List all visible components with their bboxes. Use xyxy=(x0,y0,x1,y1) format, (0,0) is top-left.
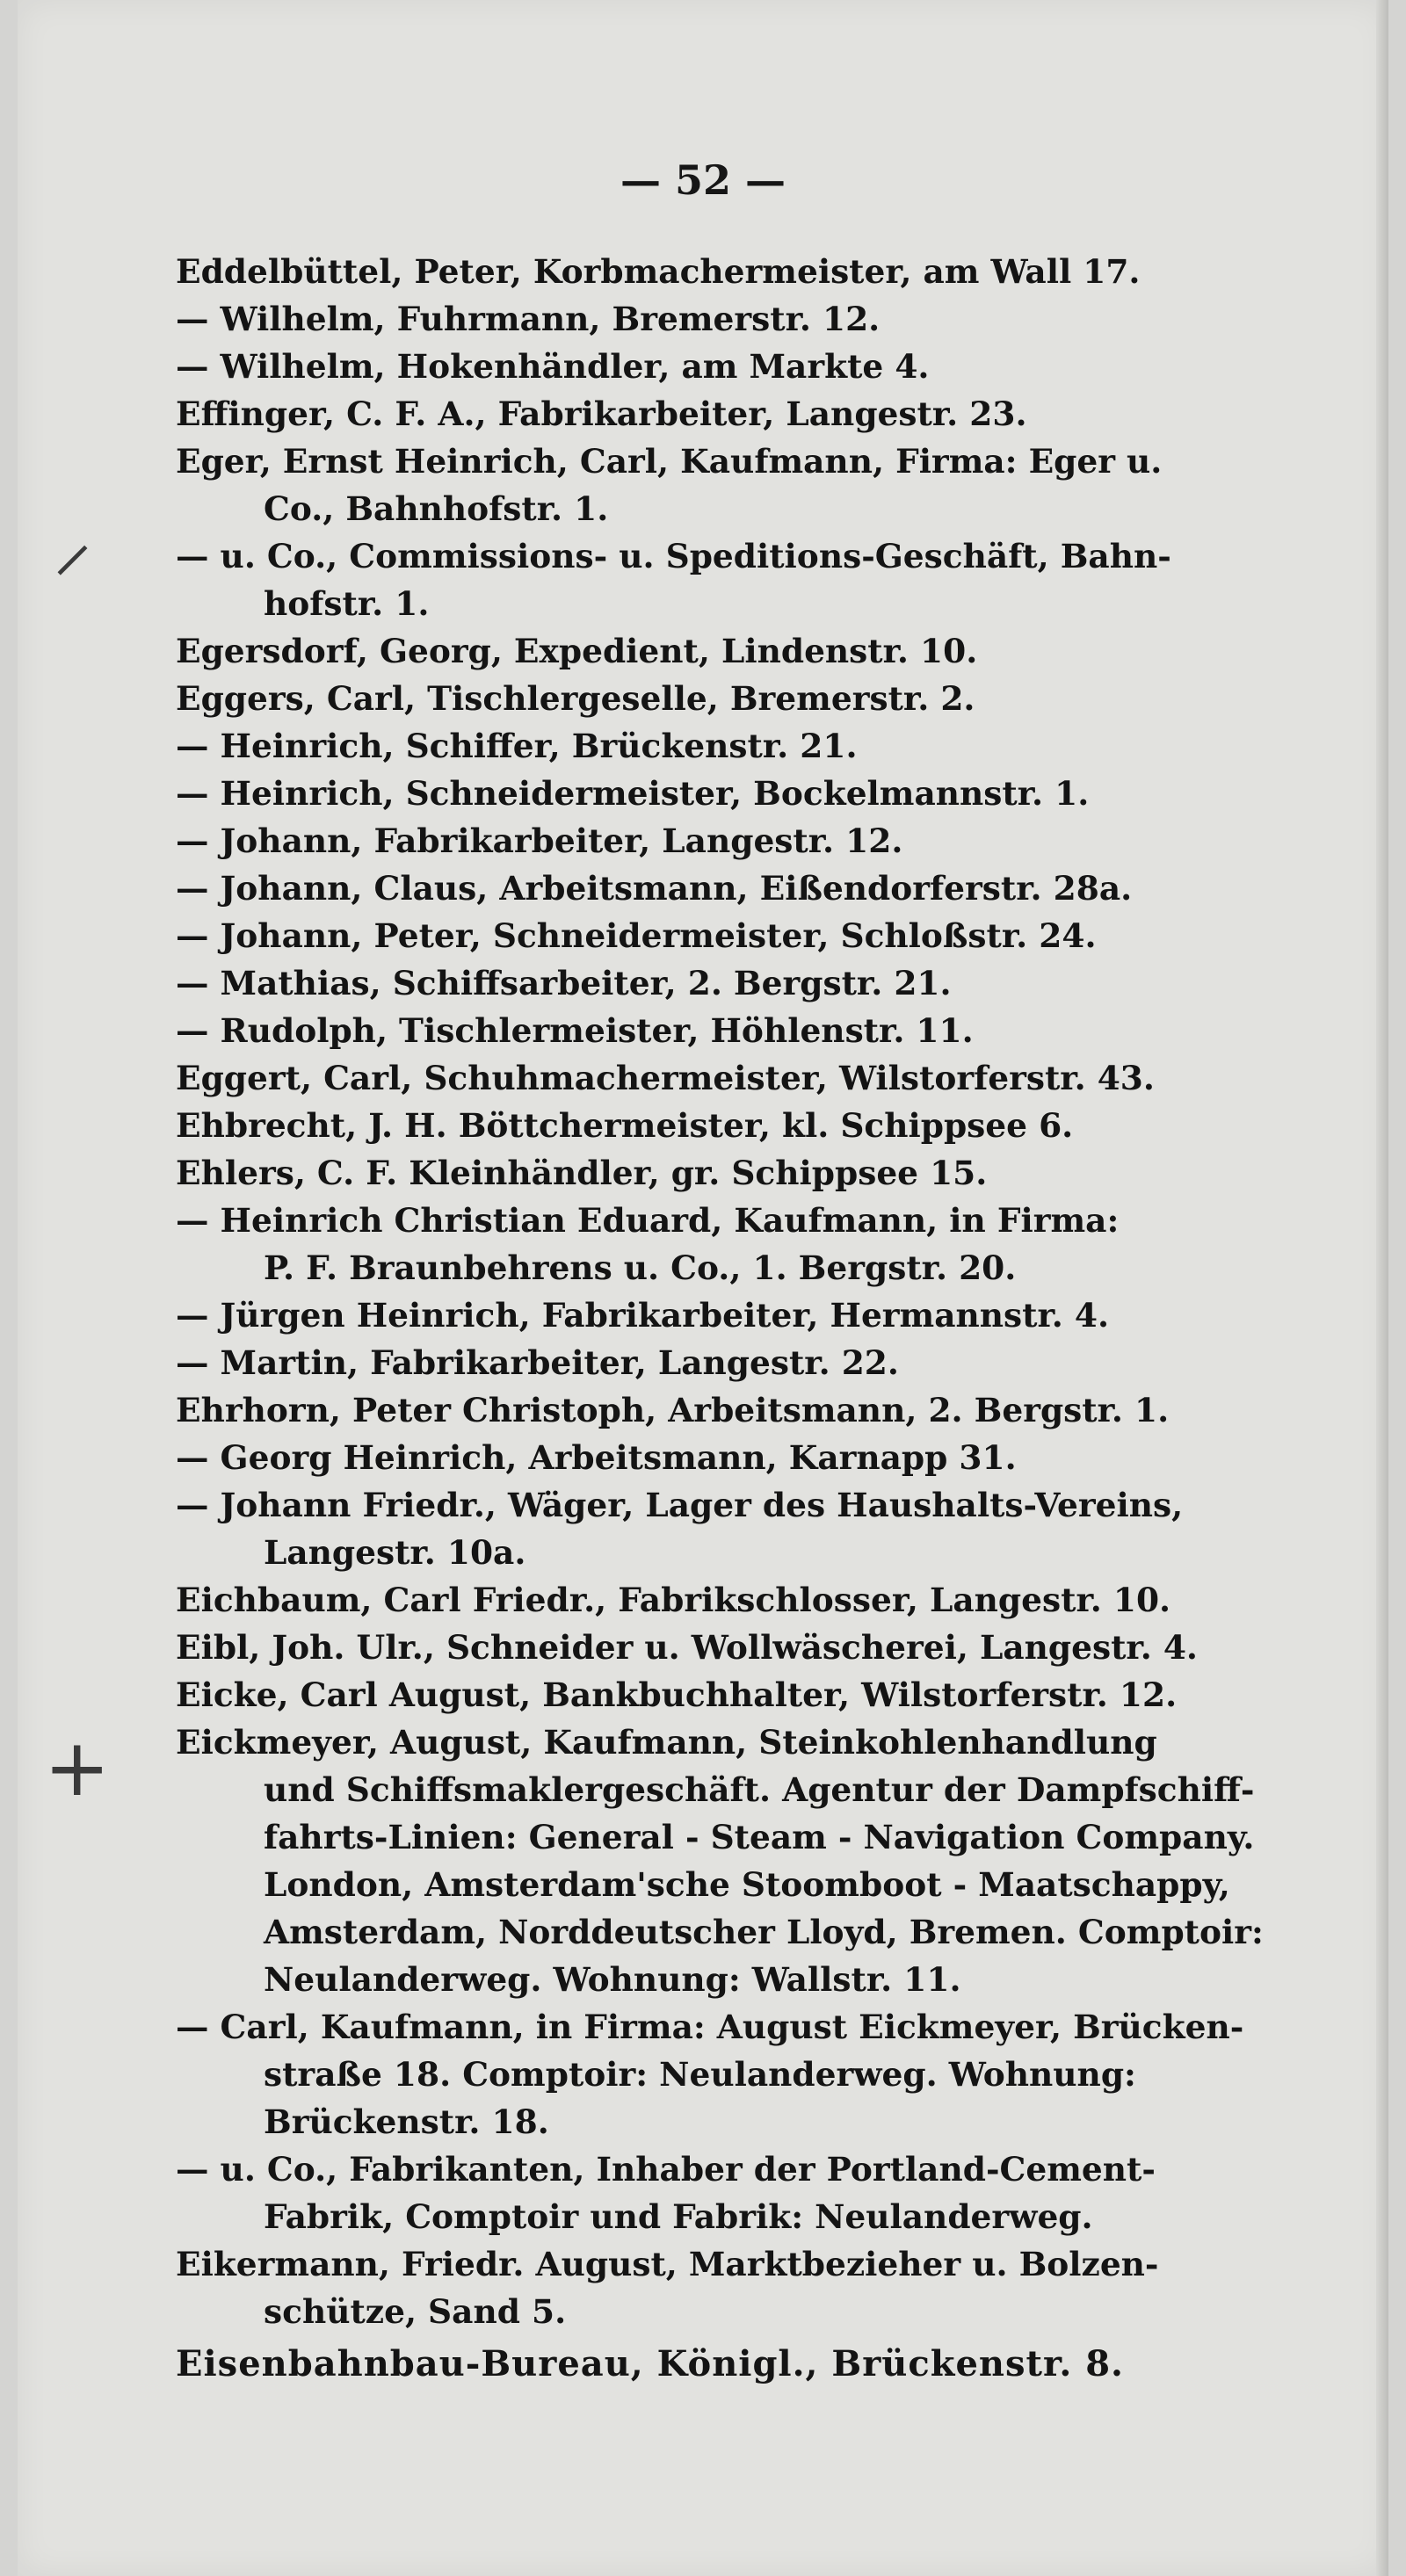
footer-heading: Eisenbahnbau-Bureau, Königl., Brückenstr. 8. xyxy=(176,2343,1124,2384)
margin-pencil-mark-1: ⸍ xyxy=(53,529,92,621)
entry-continuation-line: Fabrik, Comptoir und Fabrik: Neulanderweg. xyxy=(264,2197,1093,2236)
entry-line: Eikermann, Friedr. August, Marktbezieher u. Bolzen- xyxy=(176,2245,1159,2283)
entry-continuation-line: Neulanderweg. Wohnung: Wallstr. 11. xyxy=(264,1960,961,1999)
margin-pencil-mark-2: + xyxy=(44,1722,111,1814)
entry-line: — Heinrich, Schneidermeister, Bockelmannstr. 1. xyxy=(176,774,1090,813)
entry-line: — Johann, Claus, Arbeitsmann, Eißendorferstr. 28a. xyxy=(176,869,1133,908)
entry-line: — Jürgen Heinrich, Fabrikarbeiter, Hermannstr. 4. xyxy=(176,1296,1110,1335)
entry-continuation-line: straße 18. Comptoir: Neulanderweg. Wohnung: xyxy=(264,2055,1136,2094)
entry-line: — Heinrich Christian Eduard, Kaufmann, in Firma: xyxy=(176,1201,1120,1240)
entry-continuation-line: hofstr. 1. xyxy=(264,584,430,623)
entry-line: Eicke, Carl August, Bankbuchhalter, Wilstorferstr. 12. xyxy=(176,1675,1178,1714)
entry-line: Egersdorf, Georg, Expedient, Lindenstr. 10. xyxy=(176,632,978,670)
entry-line: Eggert, Carl, Schuhmachermeister, Wilstorferstr. 43. xyxy=(176,1059,1155,1097)
entry-line: — u. Co., Commissions- u. Speditions-Geschäft, Bahn- xyxy=(176,537,1171,575)
page-edge xyxy=(1376,0,1388,2576)
entry-line: — Carl, Kaufmann, in Firma: August Eickmeyer, Brücken- xyxy=(176,2008,1244,2046)
entry-line: — Georg Heinrich, Arbeitsmann, Karnapp 31. xyxy=(176,1438,1017,1477)
page-number: — 52 — xyxy=(620,156,786,204)
entry-continuation-line: Brückenstr. 18. xyxy=(264,2102,549,2141)
entry-continuation-line: Co., Bahnhofstr. 1. xyxy=(264,489,609,528)
entry-continuation-line: P. F. Braunbehrens u. Co., 1. Bergstr. 20. xyxy=(264,1248,1017,1287)
entry-line: Effinger, C. F. A., Fabrikarbeiter, Langestr. 23. xyxy=(176,394,1027,433)
entry-line: Eickmeyer, August, Kaufmann, Steinkohlenhandlung xyxy=(176,1723,1157,1762)
entry-line: — Mathias, Schiffsarbeiter, 2. Bergstr. 21. xyxy=(176,964,952,1002)
entry-line: Ehrhorn, Peter Christoph, Arbeitsmann, 2. Bergstr. 1. xyxy=(176,1391,1170,1429)
entry-line: — Johann Friedr., Wäger, Lager des Haushalts-Vereins, xyxy=(176,1486,1184,1524)
entry-continuation-line: schütze, Sand 5. xyxy=(264,2292,567,2331)
entry-line: — Wilhelm, Fuhrmann, Bremerstr. 12. xyxy=(176,300,881,338)
entry-line: Eggers, Carl, Tischlergeselle, Bremerstr. 2. xyxy=(176,679,975,718)
entry-continuation-line: und Schiffsmaklergeschäft. Agentur der Dampfschiff- xyxy=(264,1770,1255,1809)
entry-line: Ehbrecht, J. H. Böttchermeister, kl. Schippsee 6. xyxy=(176,1106,1074,1145)
entry-line: Eddelbüttel, Peter, Korbmachermeister, am Wall 17. xyxy=(176,252,1141,291)
entry-continuation-line: London, Amsterdam'sche Stoomboot - Maatschappy, xyxy=(264,1865,1230,1904)
entry-line: Eger, Ernst Heinrich, Carl, Kaufmann, Firma: Eger u. xyxy=(176,442,1163,481)
entry-line: — Johann, Fabrikarbeiter, Langestr. 12. xyxy=(176,821,903,860)
entry-continuation-line: Amsterdam, Norddeutscher Lloyd, Bremen. Comptoir: xyxy=(264,1913,1264,1951)
entry-line: Ehlers, C. F. Kleinhändler, gr. Schippsee 15. xyxy=(176,1154,988,1192)
entry-line: — Johann, Peter, Schneidermeister, Schloßstr. 24. xyxy=(176,916,1097,955)
entry-line: — Heinrich, Schiffer, Brückenstr. 21. xyxy=(176,727,858,765)
entry-line: Eibl, Joh. Ulr., Schneider u. Wollwäscherei, Langestr. 4. xyxy=(176,1628,1198,1667)
directory-entries xyxy=(176,248,1279,2388)
entry-line: — Rudolph, Tischlermeister, Höhlenstr. 11. xyxy=(176,1011,974,1050)
entry-line: — u. Co., Fabrikanten, Inhaber der Portland-Cement- xyxy=(176,2150,1156,2189)
entry-line: — Martin, Fabrikarbeiter, Langestr. 22. xyxy=(176,1343,899,1382)
entry-continuation-line: fahrts-Linien: General - Steam - Navigation Company. xyxy=(264,1818,1255,1856)
entry-continuation-line: Langestr. 10a. xyxy=(264,1533,526,1572)
entry-line: — Wilhelm, Hokenhändler, am Markte 4. xyxy=(176,347,930,386)
entry-line: Eichbaum, Carl Friedr., Fabrikschlosser, Langestr. 10. xyxy=(176,1581,1171,1619)
